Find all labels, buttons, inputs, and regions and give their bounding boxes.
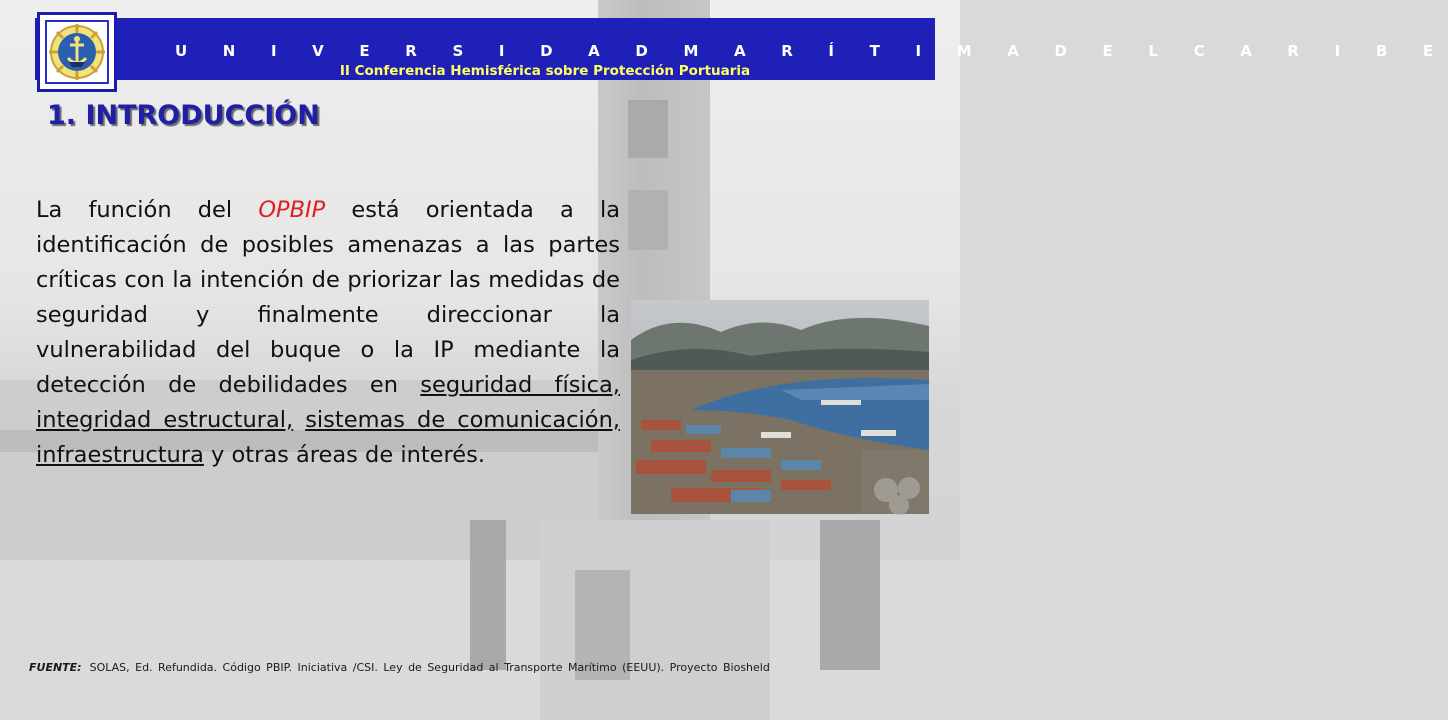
source-footer [29, 660, 916, 675]
conference-title: II Conferencia Hemisférica sobre Protección Portuaria [339, 63, 751, 79]
body-text-start: La función del [36, 197, 259, 223]
university-title: U N I V E R S I D A D M A R Í T I M A D E L C A R I B E [175, 42, 1448, 60]
footer-text: SOLAS, Ed. Refundida. Código PBIP. Iniciativa /CSI. Ley de Seguridad al Transporte Marítimo (EEUU). Proyecto Biosheld [89, 661, 770, 674]
link-sistemas-comunicacion[interactable]: sistemas de comunicación, [305, 407, 620, 433]
port-aerial-photo [631, 300, 929, 514]
separator [293, 407, 305, 433]
link-integridad-estructural[interactable]: integridad estructural, [36, 407, 294, 433]
university-logo [37, 12, 117, 92]
body-text-middle: está orientada a la identificación de posibles amenazas a las partes críticas con la intención de priorizar las medidas de seguridad y finalmente direccionar la vulnerabilidad del buque o la IP mediante la detección de debilidades en [36, 197, 620, 398]
header-banner [35, 18, 1448, 80]
university-crest-icon [45, 20, 109, 84]
link-infraestructura[interactable]: infraestructura [36, 442, 204, 468]
footer-label: FUENTE: [29, 661, 82, 674]
section-title: 1. INTRODUCCIÓN [47, 100, 320, 131]
body-text-end: y otras áreas de interés. [203, 442, 485, 468]
opbip-term: OPBIP [258, 197, 326, 223]
link-seguridad-fisica[interactable]: seguridad física, [420, 372, 620, 398]
body-paragraph [36, 193, 620, 473]
